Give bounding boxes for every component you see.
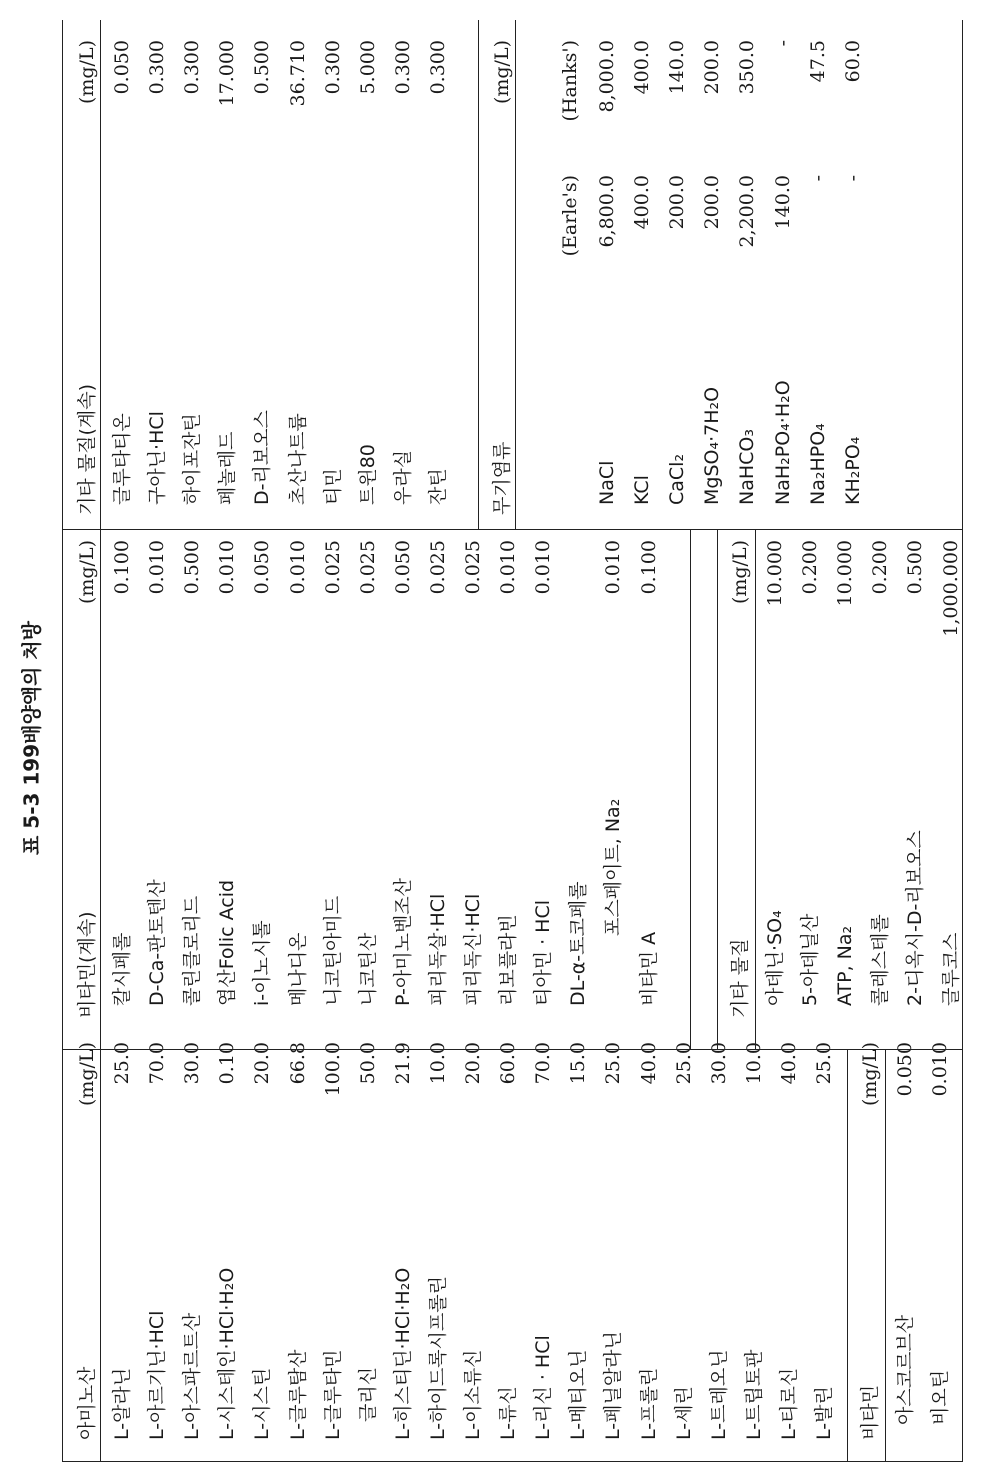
amino-value: 21.9 [391,1042,414,1085]
inorganic-name: CaCl₂ [666,453,689,505]
inorganic-earle: 400.0 [631,175,654,230]
vitamin-cont-name: i-이노시톨 [251,920,274,1006]
vitamin-cont-name: 비타민 A [637,931,660,1006]
other-unit: (mg/L) [729,540,751,605]
amino-value: 25.0 [672,1042,695,1085]
column-divider-1 [690,530,691,1050]
inorganic-name: KCl [631,475,654,505]
inorganic-hanks: 200.0 [701,40,724,95]
other-cont-header: 기타 물질(계속) [76,384,98,515]
other-cont-name: D-리보오스 [251,410,274,505]
other-value: 0.200 [799,540,822,595]
vitamin-cont-value: 0.010 [497,540,520,595]
amino-name: L-아스파르트산 [181,1312,204,1440]
other-name: 2-디옥시-D-리보오스 [904,830,927,1006]
amino-name: L-글루탐산 [286,1349,309,1440]
amino-name: L-알라닌 [111,1367,133,1440]
other-cont-name: 글루타티온 [111,413,133,505]
inorganic-hanks: 60.0 [841,40,864,83]
inorganic-hanks: - [771,40,794,47]
inorganic-earle: - [841,175,864,182]
inorganic-name: MgSO₄·7H₂O [701,386,724,505]
inorganic-name: NaCl [596,460,618,505]
vitamin-cont-value: 0.010 [532,540,555,595]
other-cont-name: 초산나트륨 [286,413,309,505]
vitamin-cont-value: 0.010 [286,540,309,595]
inorganic-hanks: 47.5 [806,40,829,83]
other-value: 0.200 [869,540,892,595]
vitamin-cont-value: 0.025 [356,540,379,595]
amino-value: 10.0 [426,1042,449,1085]
amino-value: 70.0 [146,1042,169,1085]
amino-name: L-히스티딘·HCl·H₂O [391,1267,414,1440]
vitamin-cont-value: 0.050 [391,540,414,595]
inorganic-earle: 140.0 [771,175,794,230]
amino-name: L-시스틴 [251,1367,274,1440]
other-cont-unit: (mg/L) [76,40,98,105]
other-value: 0.500 [904,540,927,595]
vitamin-cont-name: 니코틴산 [356,932,379,1006]
other-cont-value: 0.300 [391,40,414,95]
vitamin-cont-name: 칼시페롤 [111,932,133,1006]
inorganic-hanks: 140.0 [666,40,689,95]
inorganic-hanks: 8,000.0 [596,40,618,113]
vitamin-cont-value: 0.010 [602,540,625,595]
amino-value: 15.0 [567,1042,590,1085]
other-name: ATP, Na₂ [834,925,857,1006]
other-cont-value: 17.000 [216,40,239,107]
inorganic-earle: - [806,175,829,182]
amino-header: 아미노산 [76,1366,98,1440]
amino-name: L-트레오닌 [707,1349,730,1440]
amino-value: 100.0 [321,1042,344,1097]
amino-name: L-하이드록시프롤린 [426,1276,449,1440]
amino-unit: (mg/L) [76,1042,98,1107]
inorganic-header: 무기염류 [491,441,513,515]
vitamin-cont-name: D-Ca-판토텐산 [146,879,169,1006]
other-cont-name: 하이포잔틴 [181,413,204,505]
inorganic-hanks-label: (Hanks') [559,40,581,122]
other-cont-value: 0.500 [251,40,274,95]
amino-name: L-페닐알라닌 [602,1331,625,1440]
amino-value: 25.0 [813,1042,835,1085]
vitamin-cont-value: 0.010 [216,540,239,595]
other-cont-name: 티민 [321,468,344,505]
amino-value: 40.0 [777,1042,800,1085]
vitamin-cont-name: 포스페이트, Na₂ [602,798,625,936]
amino-name: L-글루타민 [321,1349,344,1440]
inorganic-name: Na₂HPO₄ [806,423,829,505]
table-left-rule [62,20,63,1462]
inorganic-earle: 2,200.0 [736,175,759,248]
other-name: 5-아데닐산 [799,913,822,1006]
vitamin-cont-value: 0.500 [181,540,204,595]
amino-value: 40.0 [637,1042,660,1085]
other-cont-name: 구아닌·HCl [146,411,169,505]
vitamin-name: 비오틴 [929,1369,952,1425]
other-name: 콜레스테롤 [869,914,892,1006]
vitamin-cont-name: P-아미노벤조산 [391,877,414,1006]
amino-name: L-이소류신 [462,1349,484,1440]
amino-name: L-티로신 [777,1367,800,1440]
vitamin-cont-name: 티아민 · HCl [532,899,555,1006]
inorganic-hanks: 350.0 [736,40,759,95]
vitamin-cont-value: 0.050 [251,540,274,595]
vitamin-cont-name: 피리독신·HCl [462,893,484,1006]
amino-value: 25.0 [111,1042,133,1085]
amino-name: 글리신 [356,1366,379,1422]
vitamin-unit: (mg/L) [859,1042,881,1107]
vitamin-cont-name: 피리독살·HCl [426,893,449,1006]
table-right-rule [962,20,963,1462]
inorganic-header-rule [515,20,516,530]
other-cont-name: 우라실 [391,449,414,505]
vitamin-name: 아스코르브산 [894,1314,916,1425]
other-cont-name: 트윈80 [356,444,379,505]
amino-name: L-리신 · HCl [532,1335,555,1440]
amino-value: 20.0 [462,1042,484,1085]
amino-value: 50.0 [356,1042,379,1085]
vitamin-value: 0.050 [894,1042,916,1097]
amino-value: 0.10 [216,1042,239,1085]
other-cont-value: 0.300 [426,40,449,95]
vitamin-cont-header: 비타민(계속) [76,911,98,1018]
inorganic-name: NaHCO₃ [736,429,759,505]
vitamin-header: 비타민 [859,1384,881,1440]
other-top-rule [717,530,718,1050]
vitamin-cont-name: 메나디온 [286,932,309,1006]
other-cont-value: 36.710 [286,40,309,107]
other-name: 글루코스 [939,932,962,1006]
inorganic-earle-label: (Earle's) [559,175,581,257]
amino-name: L-류신 [497,1386,520,1440]
amino-name: L-트립토판 [742,1349,765,1440]
vitamin-cont-value: 0.025 [321,540,344,595]
other-header-rule [755,530,756,1050]
vitamin-cont-value: 0.100 [111,540,133,595]
amino-value: 10.0 [742,1042,765,1085]
other-cont-name: 잔틴 [426,468,449,505]
inorganic-earle: 200.0 [701,175,724,230]
section-divider-1 [62,1049,962,1050]
other-cont-value: 0.300 [181,40,204,95]
vitamin-cont-name: 리보플라빈 [497,914,520,1006]
other-value: 10.000 [764,540,786,607]
inorganic-earle: 6,800.0 [596,175,618,248]
vitamin-header-rule [885,1050,886,1462]
amino-value: 20.0 [251,1042,274,1085]
other-cont-value: 0.300 [146,40,169,95]
other-cont-value: 5.000 [356,40,379,95]
vitamin-cont-name: DL-α-토코페롤 [567,881,590,1006]
vitamin-cont-value: 0.100 [637,540,660,595]
vitamin-value: 0.010 [929,1042,952,1097]
vitamin-split-rule [845,1049,962,1050]
amino-name: L-세린 [672,1386,695,1440]
amino-value: 30.0 [181,1042,204,1085]
header-bottom-rule [100,20,101,1462]
page-title: 표 5-3 199배양액의 처방 [19,620,44,856]
inorganic-name: NaH₂PO₄·H₂O [771,380,794,505]
inorganic-earle: 200.0 [666,175,689,230]
other-header: 기타 물질 [729,938,751,1018]
inorganic-top-rule [478,20,479,530]
vitamin-top-rule [847,1050,848,1462]
inorganic-name: KH₂PO₄ [841,436,864,505]
rotated-table-page [62,0,982,1477]
vitamin-cont-value: 0.025 [426,540,449,595]
vitamin-cont-name: 엽산Folic Acid [216,879,239,1006]
other-cont-value: 0.050 [111,40,133,95]
vitamin-cont-value: 0.025 [462,540,484,595]
amino-value: 25.0 [602,1042,625,1085]
amino-value: 66.8 [286,1042,309,1085]
amino-value: 60.0 [497,1042,520,1085]
amino-name: L-메티오닌 [567,1349,590,1440]
section-divider-2 [62,529,962,530]
inorganic-unit: (mg/L) [491,40,513,105]
vitamin-cont-name: 콜린클로리드 [181,895,204,1006]
other-value: 1,000.000 [939,540,962,637]
amino-name: L-프롤린 [637,1367,660,1440]
amino-name: L-시스테인·HCl·H₂O [216,1267,239,1440]
amino-value: 30.0 [707,1042,730,1085]
amino-value: 70.0 [532,1042,555,1085]
other-cont-name: 페놀레드 [216,431,239,505]
other-name: 아데닌·SO₄ [764,910,786,1006]
amino-name: L-아르기닌·HCl [146,1310,169,1440]
amino-name: L-발린 [813,1386,835,1440]
vitamin-cont-name: 니코틴아미드 [321,895,344,1006]
inorganic-hanks: 400.0 [631,40,654,95]
vitamin-cont-value: 0.010 [146,540,169,595]
vitamin-cont-unit: (mg/L) [76,540,98,605]
other-cont-value: 0.300 [321,40,344,95]
table-bottom-rule [62,1461,962,1462]
other-value: 10.000 [834,540,857,607]
